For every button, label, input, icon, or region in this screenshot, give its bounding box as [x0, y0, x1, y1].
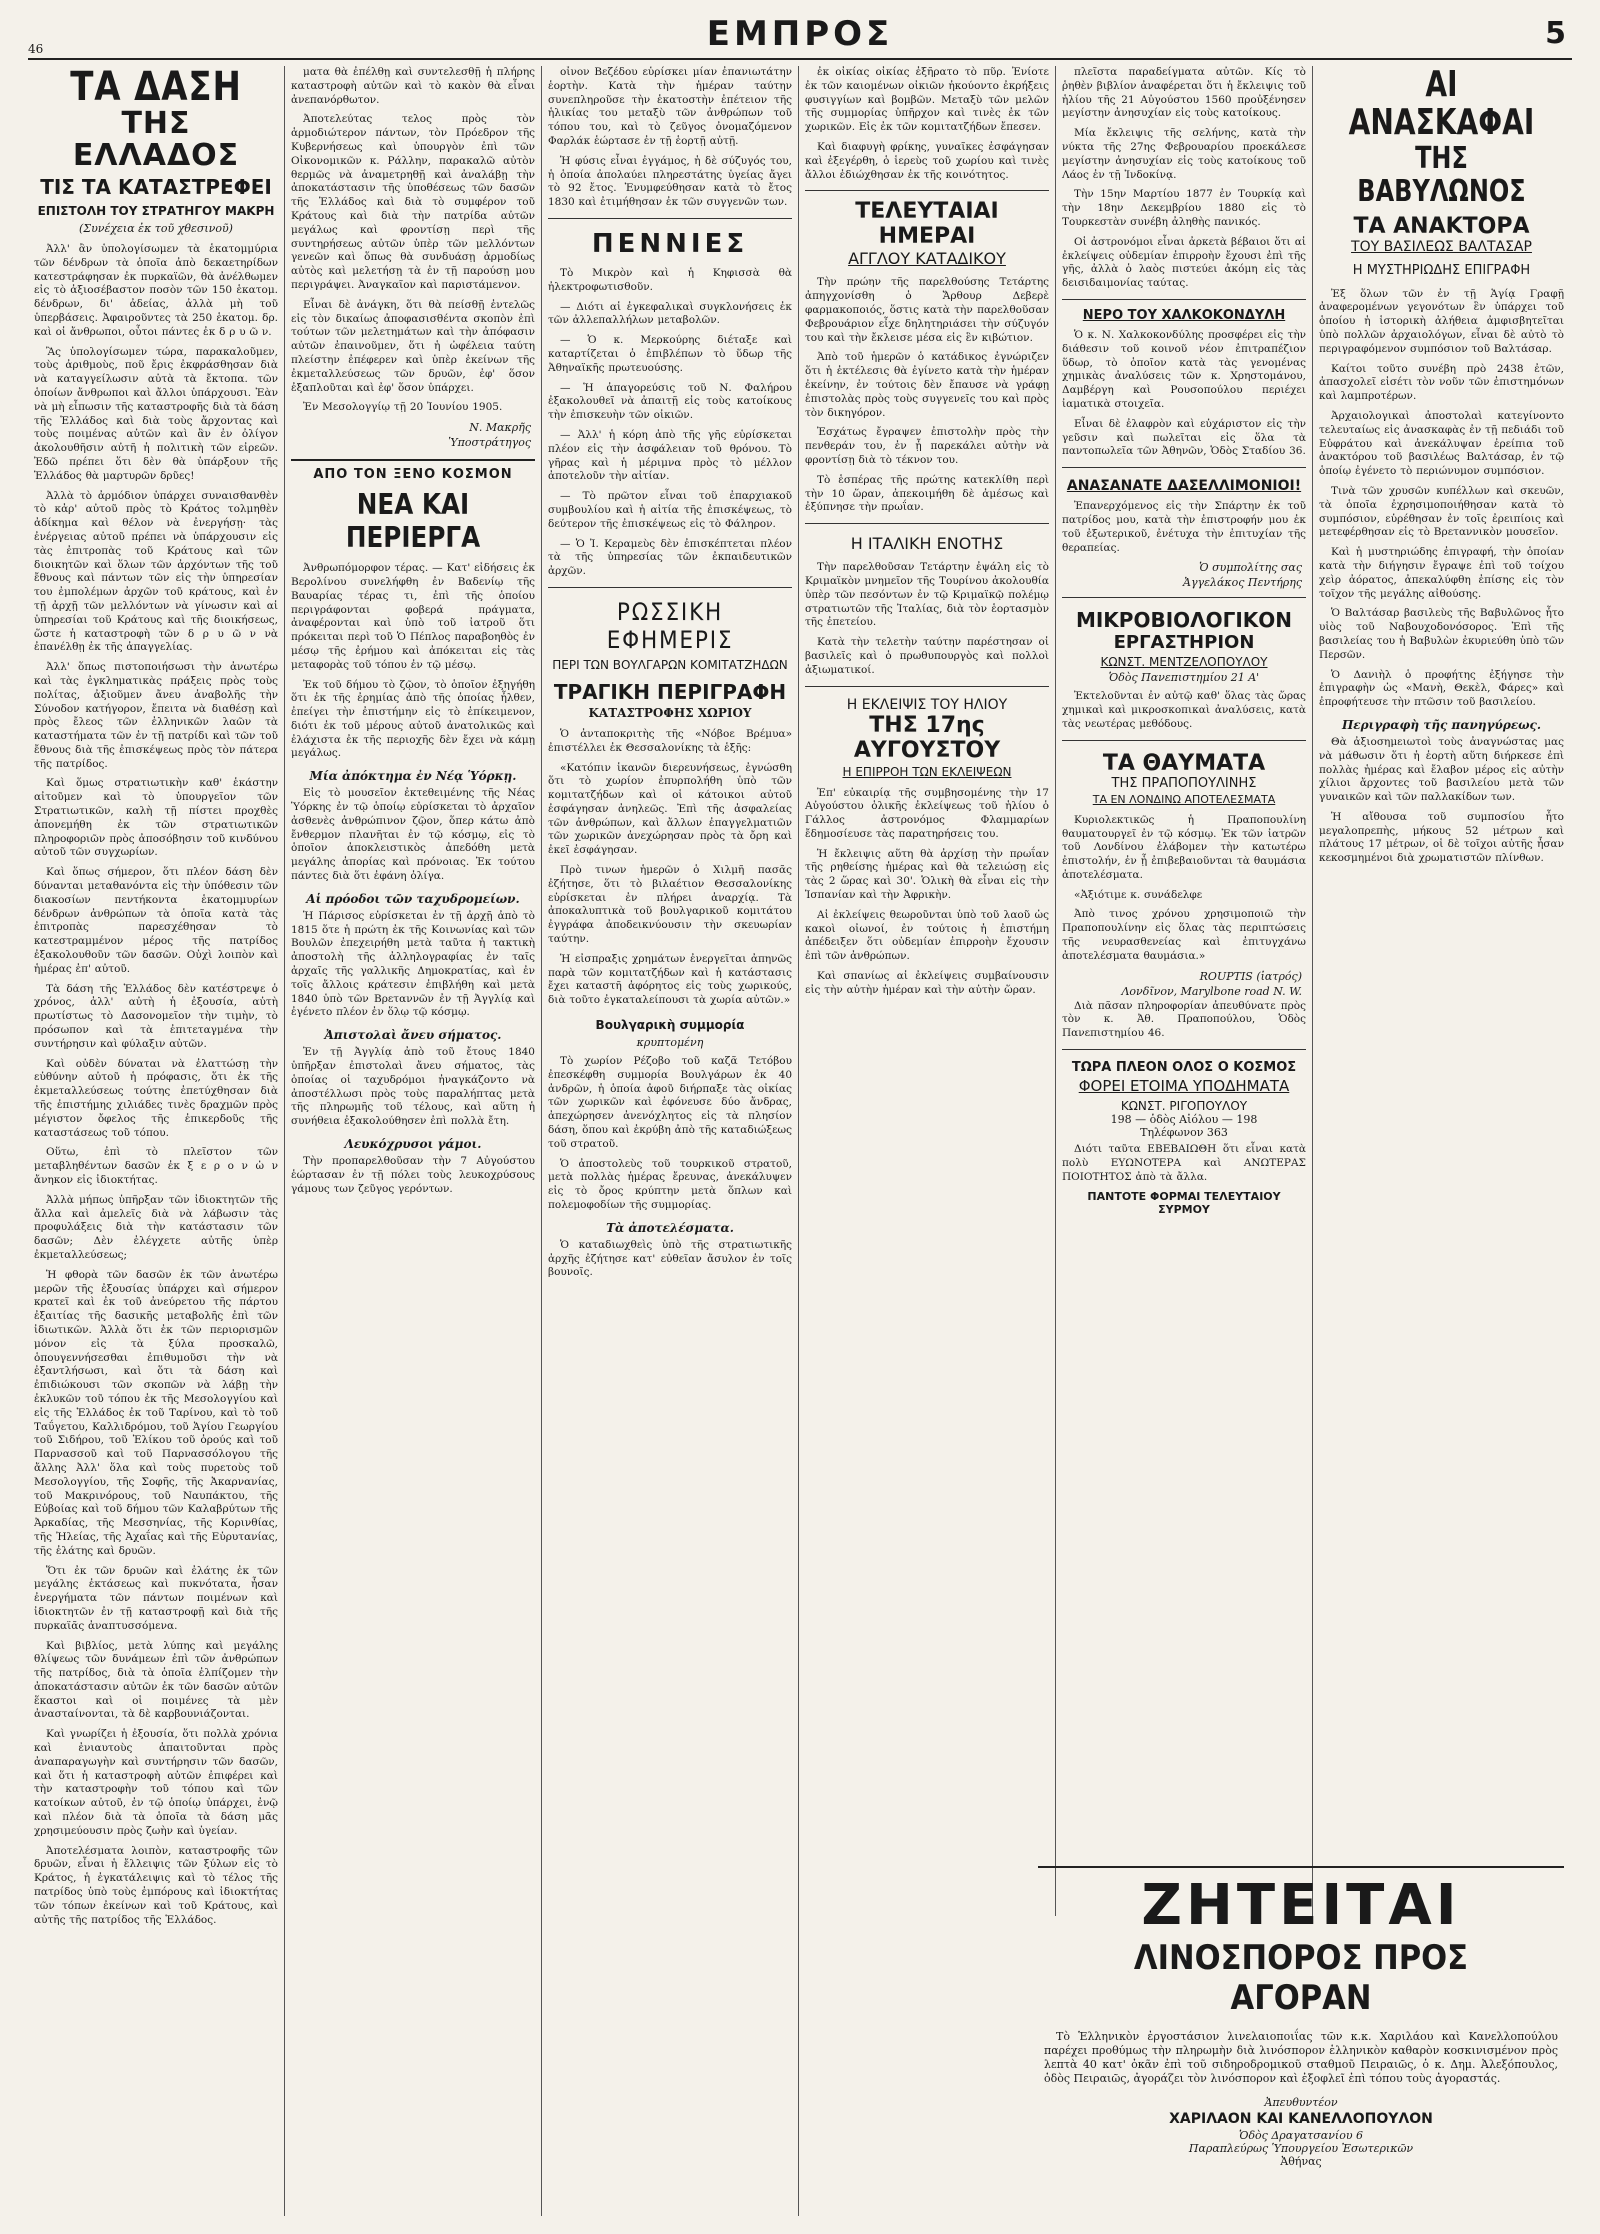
- lab-heading-2: ΕΡΓΑΣΤΗΡΙΟΝ: [1113, 632, 1255, 654]
- forests-title-1: ΤΑ ΔΑΣΗ: [70, 66, 242, 110]
- paragraph: Ἐξ ὅλων τῶν ἐν τῇ Ἁγίᾳ Γραφῇ ἀναφερομένων γεγονότων ἓν ὑπάρχει τοῦ ὁποίου ἡ ἱστορικὴ ἀλήθεια ἀμφισβητεῖται ὑπὸ πολλῶν ἀρχαιολόγων, εἶναι δὲ αὐτὸ τὸ περιγραφόμενον συμπόσιον τοῦ Βαλτάσαρ.: [1319, 287, 1564, 355]
- column-5: [1056, 66, 1313, 1916]
- shoes-heading: ΤΩΡΑ ΠΛΕΟΝ ΟΛΟΣ Ο ΚΟΣΜΟΣ: [1071, 1060, 1297, 1076]
- signature-address: Λονδῖνον, Marylbone road N. W.: [1121, 984, 1302, 998]
- shoes-phone: Τηλέφωνον 363: [1140, 1126, 1228, 1140]
- paragraph: Καὶ σπανίως αἱ ἐκλείψεις συμβαίνουσιν εἰς τὴν αὐτὴν ἡμέραν καὶ τὴν αὐτὴν ὥραν.: [805, 970, 1049, 996]
- paragraph: Τὴν πρώην τῆς παρελθούσης Τετάρτης ἀπηγχονίσθη ὁ Ἄρθουρ Δεβερὲ φαρμακοποιός, ὅστις κατὰ τὴν παρελθοῦσαν Φεβρουάριον εἶχε δηλητηριάσει τὴν σύζυγόν του καὶ τὴν ἔκλεισε μέσα εἰς ἓν κιβώτιον.: [805, 276, 1049, 344]
- paragraph: Ἐπ' εὐκαιρίᾳ τῆς συμβησομένης τὴν 17 Αὐγούστου ὁλικῆς ἐκλείψεως τοῦ ἡλίου ὁ Γάλλος ἀστρονόμος Φλαμμαρίων ἔδημοσίευσε τὰς παρατηρήσεις του.: [805, 786, 1049, 840]
- last-days-heading: ΤΕΛΕΥΤΑΙΑΙ ΗΜΕΡΑΙ: [855, 199, 999, 250]
- paragraph: Ἀποτελέσματα λοιπὸν, καταστροφῆς τῶν δρυῶν, εἶναι ἡ ἔλλειψις τῶν ξύλων εἰς τὸ Κράτος, ἡ ἐγκατάλειψις καὶ τὸ τέλος τῆς πατρίδος ὑπὸ τοὺς ἐμπόρους καὶ ἰδιοκτήτας τῶν τόπων ἐκείνων καὶ τοῦ Κράτους, καὶ αὐτῆς τῆς πατρίδος τῆς Ἑλλάδος.: [34, 1844, 278, 1926]
- breathe-heading: ΑΝΑΣΑΝΑΤΕ ΔΑΣΕΛΛΙΜΟΝΙΟΙ!: [1066, 478, 1302, 495]
- paragraph: Ὁ ἀνταποκριτὴς τῆς «Νόβοε Βρέμυα» ἐπιστέλλει ἐκ Θεσσαλονίκης τὰ ἑξῆς:: [548, 727, 792, 754]
- paragraph: Ἀποτελεύτας τελος πρὸς τὸν ἁρμοδιώτερον πάντων, τὸν Πρόεδρον τῆς Κυβερνήσεως καὶ ὑπουργὸν ἐπὶ τῶν Οἰκονομικῶν κ. Ράλλην, παρακαλῶ αὐτὸν θερμῶς νὰ ἀναμετρηθῇ καὶ ἀναλάβῃ τὴν ἀποκατάστασιν τῆς ὑποθέσεως τῶν δασῶν τῆς Ἑλλάδος καὶ διὰ τὸ συμφέρον τοῦ Κράτους καὶ διὰ τὴν πατρίδα αὐτῶν μεγάλως καὶ φροντίσῃ περὶ τῆς συντηρήσεως αὐτῶν ὑπὲρ τῶν μελλόντων γενεῶν καὶ ὅπως θὰ συνδυάσῃ ἀρμοδίως αὐτὸς καὶ μελετήσῃ τὰ ἐν τῇ παρούσῃ μου περιγράψει. Ἀναγκαῖον καὶ παριστάμενον.: [291, 113, 535, 291]
- tragic-heading: ΤΡΑΓΙΚΗ ΠΕΡΙΓΡΑΦΗ: [553, 679, 787, 704]
- paragraph: Καὶ ὅμως στρατιωτικὴν καθ' ἑκάστην αἰτοῦμεν καὶ τὸ ὑπουργεῖον τῶν Στρατιωτικῶν, καλὴ τῇ πίστει προχθὲς ἀπονεμήθη ἐκ τῶν στρατιωτικῶν πληροφοριῶν πρὸς ἀποσόβησιν τοῦ κινδύνου αὐτοῦ τῶν συγχωρίων.: [34, 777, 278, 859]
- babylon-title-1: ΑΙ ΑΝΑΣΚΑΦΑΙ: [1348, 66, 1535, 143]
- lab-owner: ΚΩΝΣΤ. ΜΕΝΤΖΕΛΟΠΟΥΛΟΥ: [1100, 655, 1268, 670]
- paragraph: Ἡ φύσις εἶναι ἐγγάμος, ἡ δὲ σύζυγός του, ἡ ὁποία ἀπολαύει πληρεστάτης ὑγείας ἄγει τὸ 92 ἔτος. Ἐνυμφεύθησαν κατὰ τὸ ἔτος 1830 καὶ ἐτιμήθησαν ἐκ τῶν συγγενῶν των.: [548, 154, 792, 209]
- paragraph: Καίτοι τοῦτο συνέβη πρὸ 2438 ἐτῶν, ἀπασχολεῖ εἰσέτι τὸν νοῦν τῶν ἐπιστημόνων καὶ λαμπροτέρων.: [1319, 362, 1564, 403]
- forests-subtitle: ΕΠΙΣΤΟΛΗ ΤΟΥ ΣΤΡΑΤΗΓΟΥ ΜΑΚΡΗ: [37, 204, 275, 218]
- paragraph: Τὴν προπαρελθοῦσαν τὴν 7 Αὐγούστου ἑώρτασαν ἐν τῇ πόλει τοὺς λευκοχρύσους γάμους των ζεῦγος γερόντων.: [291, 1155, 535, 1195]
- paragraph: Ὁ καταδιωχθεὶς ὑπὸ τῆς στρατιωτικῆς ἀρχῆς ἐζήτησε κατ' εὐθεῖαν ἄσυλον ἐν τοῖς βουνοῖς.: [548, 1238, 792, 1279]
- article-heading: Τὰ ἀποτελέσματα.: [606, 1220, 734, 1235]
- paragraph: Καὶ διαφυγὴ φρίκης, γυναῖκες ἐσφάγησαν καὶ ἐξεγέρθη, ὁ ἱερεὺς τοῦ χωρίου καὶ τινὲς ἄλλοι ἐδιώχθησαν ἐκ τῆς κοινότητος.: [805, 140, 1049, 181]
- news-title: ΝΕΑ ΚΑΙ ΠΕΡΙΕΡΓΑ: [345, 488, 481, 555]
- russian-paper-heading: ΡΩΣΣΙΚΗ ΕΦΗΜΕΡΙΣ: [606, 597, 734, 654]
- divider: [1062, 597, 1306, 598]
- paragraph: Διότι ταῦτα ΕΒΕΒΑΙΩΘΗ ὅτι εἶναι κατὰ πολὺ ΕΥΩΝΟΤΕΡΑ καὶ ΑΝΩΤΕΡΑΣ ΠΟΙΟΤΗΤΟΣ ἀπὸ τὰ ἄλλα.: [1062, 1143, 1306, 1183]
- plot-heading: Βουλγαρικὴ συμμορία: [595, 1018, 745, 1033]
- lab-address: Ὁδὸς Πανεπιστημίου 21 Α': [1108, 671, 1260, 685]
- italy-heading: Η ΙΤΑΛΙΚΗ ΕΝΟΤΗΣ: [850, 534, 1004, 554]
- paragraph: Ἀλλὰ τὸ ἀρμόδιον ὑπάρχει συναισθανθὲν τὸ κἀρ' αὐτοῦ πρὸς τὸ Κράτος τολμηθὲν ἀδίκημα καὶ θέλον νὰ ἐνεργήσῃ· τὰς ἐνέργειας αὐτοῦ πρέπει νὰ ὑπάρχουσιν εἰς τὰς ἐπιτροπὰς τοῦ Κράτους καὶ τῶν διοικητῶν καὶ ὅλων τῶν ἀρχόντων τῆς τοῦ ἔθνους καὶ πάντων τῶν εἰς τὴν ὑπηρεσίαν του ἐμπολέμων ἀρχῶν τοῦ κράτους, καὶ ἐν τῇ ἀρχῇ τῶν μελλόντων νὰ γίνωσιν καὶ αἱ ὑπηρεσίαι τοῦ Κράτους καὶ τῆς διοικήσεως, ὥστε ἡ καταστροφὴ τῶν δ ρ υ ῶ ν νὰ ἐπανέλθῃ ἐκ τῆς ἀπαγγελίας.: [34, 489, 278, 654]
- paragraph: Αἱ ἐκλείψεις θεωροῦνται ὑπὸ τοῦ λαοῦ ὡς κακοὶ οἰωνοί, ἐν τούτοις ἡ ἐπιστήμη ἀπέδειξεν ὅτι οὐδεμίαν ἐπιρροὴν ἔχουσιν ἐπὶ τῶν ἀνθρώπων.: [805, 908, 1049, 963]
- ad-address-2: Παραπλεύρως Ὑπουργείου Ἐσωτερικῶν: [1188, 2142, 1414, 2155]
- signature-name: ROUPTIS (ἰατρός): [1199, 969, 1302, 983]
- water-ad-heading: ΝΕΡΟ ΤΟΥ ΧΑΛΚΟΚΟΝΔΥΛΗ: [1082, 307, 1286, 323]
- babylon-title-3: ΤΑ ΑΝΑΚΤΟΡΑ: [1353, 213, 1530, 239]
- paragraph: — Ἀλλ' ἡ κόρη ἀπὸ τῆς γῆς εὑρίσκεται πλέον εἰς τὴν ἀσφάλειαν τοῦ θρόνου. Τὸ γῆρας καὶ ἡ μέριμνα πρὸς τὸ μέλλον ἀποτελοῦν τὴν αἰτίαν.: [548, 428, 792, 483]
- ad-title: ΖΗΤΕΙΤΑΙ: [1141, 1873, 1461, 1938]
- paragraph: Ἀνθρωπόμορφον τέρας. — Κατ' εἰδήσεις ἐκ Βερολίνου συνελήφθη ἐν Βαδενίῳ τῆς Βαυαρίας τέρας τι, ἐπὶ τῆς ὁποίου περιγράφονται φοβερά πράγματα, ἀναφέρονται καὶ ὑπὸ τοῦ ἰατροῦ ὅτι πρόκειται περὶ τοῦ Ὁ Πέπλος παραβοηθὸς ἐν μέσῳ τῆς ἐρήμου καὶ ἀπόκειται εἰς τὰς μεταφορὰς τοῦ τόπου ἐν τῷ μέσῳ.: [291, 562, 535, 671]
- divider: [805, 190, 1049, 191]
- divider: [1062, 299, 1306, 300]
- paragraph: Ἡ Πάρισος εὑρίσκεται ἐν τῇ ἀρχῇ ἀπὸ τὸ 1815 ὅτε ἡ πρώτη ἐκ τῆς Κοινωνίας καὶ τῶν Βουλῶν ἐπεχειρήθη μετὰ ταῦτα ἡ τακτικὴ ἀποστολὴ τῆς ἀλληλογραφίας ἐν ταῖς ἀρχαῖς τῆς γαλλικῆς Δημοκρατίας, καὶ ἐν τοῖς ἄλλοις κράτεσιν ἐπιβλήθη καὶ μετὰ 1840 ὑπὸ τῶν Βρεταννῶν ἐν τῇ Ἀγγλίᾳ καὶ ἐγένετο πλέον ἐν ὅλῳ τῷ κόσμῳ.: [291, 909, 535, 1019]
- paragraph: — Διότι αἱ ἐγκεφαλικαὶ συγκλονήσεις ἐκ τῶν ἀλλεπαλλήλων μεταβολῶν.: [548, 300, 792, 327]
- paragraph: Ἀλλ' ὅπως πιστοποιήσωσι τὴν ἀνωτέρω καὶ τὰς ἐγκληματικὰς πράξεις πρὸς τοὺς πολίτας, ἀξιοῦμεν ἄνευ ἀναβολῆς τὴν Σύνοδον κατήγορον, ἔπειτα νὰ διαθέσῃ καὶ πρὸς ἔλεος τῶν ἐλληνικῶν λαῶν τὰ καταστήματα τῶν ἐν τῇ πατρίδι καὶ τῶν τοῦ ἔθνους διὰ τῆς ἐπισκέψεως πρὸς τὸν πάτερα τῆς πατρίδος.: [34, 661, 278, 770]
- paragraph: Ἀρχαιολογικαὶ ἀποστολαὶ κατεγίνοντο τελευταίως εἰς ἀνασκαφὰς ἐν τῇ πεδιάδι τοῦ Εὐφράτου καὶ ἀνεκάλυψαν ἐρείπια τοῦ ἀνακτόρου τοῦ βασιλέως Βαλτάσαρ, ἐν τῷ ὁποίῳ ἐγένετο τὸ περιώνυμον συμπόσιον.: [1319, 409, 1564, 478]
- miracles-subheading: ΤΗΣ ΠΡΑΠΟΠΟΥΛΙΝΗΣ: [1111, 775, 1257, 791]
- article-heading: Περιγραφὴ τῆς πανηγύρεως.: [1341, 717, 1542, 732]
- paragraph: Ἂς ὑπολογίσωμεν τώρα, παρακαλοῦμεν, τοὺς ἀριθμοὺς, ποῦ ἔρις ἐκφράσθησαν διὰ νὰ καταγγείλωσιν αὐτὰ τὰ ἔκτοπα. τῶν ὁποίων ἄνθρωποι καὶ ἄλλοι ὑπάρχουσι. Ἐὰν νὰ μὴ εἶπωσιν τῆς καταστροφῆς διὰ τὰ δάση τῆς Ἑλλάδος καὶ διὰ τοὺς ἄρχοντας καὶ τοὺς ποιμένας αὐτῶν καὶ ἂν ἐν ὀλίγον ἀκολουθῆσιν αὐτῆ ἡ πολιτικὴ τῶν εἰρεῶν. Ἐδῶ πρέπει ὅτι δὲν θὰ ὑπάρξουν τῆς Ἑλλάδος θὰ μαρτυρῶν δρῦες!: [34, 345, 278, 482]
- forests-title-2: ΤΗΣ ΕΛΛΑΔΟΣ: [72, 106, 240, 173]
- paragraph: Μία ἔκλειψις τῆς σελήνης, κατὰ τὴν νύκτα τῆς 27ης Φεβρουαρίου προεκάλεσε μεγίστην ἀνησυχίαν εἰς τοὺς κατοίκους τοῦ Λάος ἐν τῇ Ἰνδοκίνᾳ.: [1062, 127, 1306, 181]
- eclipse-heading: Η ΕΚΛΕΙΨΙΣ ΤΟΥ ΗΛΙΟΥ: [846, 696, 1008, 713]
- lab-heading: ΜΙΚΡΟΒΙΟΛΟΓΙΚΟΝ: [1075, 608, 1293, 633]
- paragraph: Ἀλλὰ μήπως ὑπῆρξαν τῶν ἰδιοκτητῶν τῆς ἄλλα καὶ ἀμελεῖς διὰ νὰ λάβωσιν τὰς προφυλάξεις διὰ τὴν κατάστασιν τῶν δασῶν; Δὲν ἐλέγχετε αὐτῆς ὑπὲρ ἐκμεταλλεύσεως;: [34, 1193, 278, 1261]
- column-6: [1313, 66, 1570, 1916]
- column-3: [542, 66, 799, 2216]
- paragraph: «Κατόπιν ἱκανῶν διερευνήσεως, ἐγνώσθη ὅτι τὸ χωρίον ἐπυρπολήθη ὑπὸ τῶν κομιτατζήδων καὶ οἱ κάτοικοι αὐτοῦ ἐσφάγησαν ἀνηλεῶς. Ἐπὶ τῆς ἀσφαλείας τῶν ἀνθρώπων, καὶ ἄλλων ἐπαγγελματιῶν τῶν χωρικῶν ἀνεχώρησαν πρὸς τὰ ὄρη καὶ ἐκεῖ ἐσφάγησαν.: [548, 761, 792, 857]
- article-heading: Μία ἀπόκτημα ἐν Νέᾳ Ὑόρκῃ.: [309, 769, 517, 784]
- babylon-title-2: ΤΗΣ ΒΑΒΥΛΩΝΟΣ: [1357, 140, 1526, 209]
- paragraph: Ἀπὸ τινος χρόνου χρησιμοποιῶ τὴν Πραποπουλίνην εἰς ὅλας τὰς περιπτώσεις τῆς νευρασθενείας καὶ ἐπιτυγχάνω ἀποτελέσματα θαυμάσια.»: [1062, 908, 1306, 962]
- paragraph: Διὰ πᾶσαν πληροφορίαν ἀπευθύνατε πρὸς τὸν κ. Ἀθ. Πραποπούλου, Ὁδὸς Πανεπιστημίου 46.: [1062, 999, 1306, 1040]
- paragraph: Εἰς τὸ μουσεῖον ἐκτεθειμένης τῆς Νέας Ὑόρκης ἐν τῷ ὁποίῳ εὑρίσκεται τὸ ἀρχαῖον ἀσθενὲς ἀνθρώπινον ζῷον, ὅπερ κάτω ἀπὸ ἔνθερμον πλανῆται ἐν τῷ κόσμῳ, εἰς τὸ ὁποῖον ἀποκλειστικὸς ἀπεδόθη μετὰ μεγάλης ἀπορίας καὶ πρόνοιας. Ἐκ τούτου πάντες διὰ ὅτι ἐφάνη ὀλίγα.: [291, 787, 535, 883]
- tragic-subheading: ΚΑΤΑΣΤΡΟΦΗΣ ΧΩΡΙΟΥ: [588, 705, 752, 720]
- paragraph: Ἐκ τοῦ δήμου τὸ ζῷον, τὸ ὁποῖον ἐξηγήθη ὅτι ἐκ τῆς ἐρημίας ἀπὸ τῆς ὁποίας ἦλθεν, ἐπείγει τὴν ἐπιστήμην εἰς τὸ ἐπίκειμενον, διότι ἐκ τοῦ μέρους αὐτοῦ ἀνατολικῶς καὶ ἐλάχιστα ἐκ τῆς περιοχῆς δὲν ἔχει νὰ κάμῃ μεγάλως.: [291, 678, 535, 760]
- article-heading: Αἱ πρόοδοι τῶν ταχυδρομείων.: [306, 891, 520, 906]
- paragraph: οἶνον Βεζέδου εὑρίσκει μίαν ἐπανιωτάτην ἑορτὴν. Κατὰ τὴν ἡμέραν ταύτην συνεπληροῦσε τὴν ἑκατοστὴν ἐπέτειον τῆς ἡλικίας του μεταξὺ τῶν ἀνθρώπων τοῦ τόπου του, καὶ τὸ ζεῦγος ὀνομαζόμενον Φαρλάκ ἑώρτασε ἐν τῇ ἑορτῇ αὐτῇ.: [548, 66, 792, 147]
- paragraph: Καὶ γνωρίζει ἡ ἐξουσία, ὅτι πολλὰ χρόνια καὶ ἐνιαυτοὺς ἀπαιτοῦνται πρὸς ἀναπαραγωγὴν καὶ συντήρησιν τῶν δασῶν, καὶ ὅτι ἡ καταστροφὴ αὐτῶν ἐπιφέρει καὶ τὴν καταστροφὴν τοῦ τόπου καὶ τῶν κατοίκων αὐτοῦ, ἐν τῷ ὁποίῳ ὑπάρχει, ἐνῷ καὶ πλέον διὰ τὰ ὁποῖα τὰ δάση μᾶς χρησιμεύουσιν πρὸς ζωὴν καὶ ὑγείαν.: [34, 1728, 278, 1837]
- paragraph: Ἐν τῇ Ἀγγλίᾳ ἀπὸ τοῦ ἔτους 1840 ὑπῆρξαν ἐπιστολαὶ ἄνευ σήματος, τὰς ὁποίας οἱ ταχυδρόμοι ἠναγκάζοντο νὰ ἀποστέλλωσι πρὸς τοὺς παραλήπτας μετὰ τῆς πληρωμῆς τοῦ τέλους, καὶ αὕτη ἡ συνήθεια ἐξακολούθησεν ἐπὶ πολλὰ ἔτη.: [291, 1046, 535, 1128]
- divider: [548, 587, 792, 588]
- shoes-address: 198 — ὁδὸς Αἰόλου — 198: [1110, 1113, 1258, 1127]
- paragraph: Κατὰ τὴν τελετὴν ταύτην παρέστησαν οἱ βασιλεῖς καὶ ὁ πρωθυπουργὸς καὶ πολλοὶ ἀξιωματικοί.: [805, 636, 1049, 676]
- paragraph: Τὰ δάση τῆς Ἑλλάδος δὲν κατέστρεψε ὁ χρόνος, ἀλλ' αὐτὴ ἡ ἐξουσία, αὐτὴ πρωτίστως τὸ Δασονομεῖον τὴν τιμὴν, τὸ πρόσωπον καὶ τὰ ἐπιτεταγμένα τὴν συντήρησιν καὶ φύλαξιν αὐτῶν.: [34, 982, 278, 1050]
- paragraph: ἐκ οἰκίας οἰκίας ἐξῆρατο τὸ πῦρ. Ἐνίοτε ἐκ τῶν καιομένων οἰκιῶν ἠκούοντο ἐκρήξεις φυσιγγίων καὶ βομβῶν. Μεταξὺ τῶν μελῶν τῆς συμμορίας ὑπῆρχον καὶ τινὲς ἐκ τῶν χωρικῶν. Εἰς ἐκ τῶν κομιτατζήδων ἔπεσεν.: [805, 66, 1049, 134]
- signature-line: Ὁ συμπολίτης σας: [1199, 561, 1302, 575]
- page-number: 5: [1545, 16, 1566, 51]
- pennies-heading: ΠΕΝΝΙΕΣ: [591, 228, 749, 259]
- paragraph: Ἐκτελοῦνται ἐν αὐτῷ καθ' ὅλας τὰς ὥρας χημικαὶ καὶ μικροσκοπικαὶ ἀναλύσεις, κατὰ τὰς νεωτέρας μεθόδους.: [1062, 690, 1306, 730]
- paragraph: Ὁ κ. Ν. Χαλκοκονδύλης προσφέρει εἰς τὴν διάθεσιν τοῦ κοινοῦ νέον ἐπιτραπέζιον ὕδωρ, τὸ ὁποῖον κατὰ τὰς γενομένας χημικὰς ἀναλύσεις τῶν κ. Χρηστομάνου, Δαμβέργη καὶ Ρουσοπούλου περιέχει ἰαματικὰ στοιχεῖα.: [1062, 328, 1306, 410]
- babylon-title-4: ΤΟΥ ΒΑΣΙΛΕΩΣ ΒΑΛΤΑΣΑΡ: [1351, 238, 1532, 255]
- paragraph: Τὸ ἑσπέρας τῆς πρώτης κατεκλίθη περὶ τὴν 10 ὥραν, ἀπεκοιμήθη δὲ ἀμέσως καὶ ἐξύπνησε τὴν πρωΐαν.: [805, 473, 1049, 514]
- russian-paper-subheading: ΠΕΡΙ ΤΩΝ ΒΟΥΛΓΑΡΩΝ ΚΟΜΙΤΑΤΖΗΔΩΝ: [552, 657, 788, 672]
- divider: [1062, 467, 1306, 468]
- paragraph: Εἶναι δὲ ἐλαφρὸν καὶ εὐχάριστον εἰς τὴν γεῦσιν καὶ πωλεῖται εἰς ὅλα τὰ παντοπωλεῖα τῶν Ἀθηνῶν, Ὁδὸς Σταδίου 36.: [1062, 417, 1306, 458]
- column-4: [799, 66, 1056, 1916]
- paragraph: Ὁ Δανιὴλ ὁ προφήτης ἐξήγησε τὴν ἐπιγραφὴν ὡς «Μανὴ, Θεκὲλ, Φάρες» καὶ ἐπροφήτευσε τὴν πτῶσιν τοῦ βασιλείου.: [1319, 668, 1564, 709]
- eclipse-subheading: Η ΕΠΙΡΡΟΗ ΤΩΝ ΕΚΛΕΙΨΕΩΝ: [842, 764, 1012, 779]
- paragraph: Κυριολεκτικῶς ἡ Πραποπουλίνη θαυματουργεῖ ἐν τῷ κόσμῳ. Ἐκ τῶν ἰατρῶν τοῦ Λονδίνου ἐλάβομεν τὴν κατωτέρω ἐπιστολήν, ἐν ᾗ ἐπιβεβαιοῦνται τὰ θαυμάσια ἀποτελέσματα.: [1062, 813, 1306, 881]
- last-days-subheading: ΑΓΓΛΟΥ ΚΑΤΑΔΙΚΟΥ: [848, 249, 1006, 269]
- paragraph: Οὕτω, ἐπὶ τὸ πλεῖστον τῶν μεταβληθέντων δασῶν ἐκ ξ ε ρ ο ν ὡ ν ἄνηκον εἰς ἰδιοκτήτας.: [34, 1146, 278, 1186]
- paragraph: ματα θὰ ἐπέλθῃ καὶ συντελεσθῇ ἡ πλήρης καταστροφὴ αὐτῶν καὶ τὸ κακὸν θὰ εἶναι ἀνεπανόρθωτον.: [291, 66, 535, 106]
- paragraph: Καὶ βιβλίος, μετὰ λύπης καὶ μεγάλης θλίψεως τῶν δυνάμεων ἐπὶ τῶν ἀνθρώπων τῆς πατρίδος, διὰ τὰ ὁποῖα ἐλπίζομεν τὴν ἀποκατάστασιν αὐτῶν ἐκ τῶν δασῶν αὐτῶν ἕκαστοι καὶ οἱ ποιμένες τὰ μὲν ἀνασταίνονται, τὰ δὲ καρβουνιάζονται.: [34, 1639, 278, 1721]
- shoes-owner: ΚΩΝΣΤ. ΡΙΓΟΠΟΥΛΟΥ: [1120, 1099, 1248, 1114]
- linseed-advertisement: [1038, 1866, 1564, 2186]
- paragraph: — Ὁ Ἰ. Κεραμεὺς δὲν ἐπισκέπτεται πλέον τὰ τῆς ὑπηρεσίας τῶν ἐκπαιδευτικῶν ἀρχῶν.: [548, 537, 792, 578]
- paragraph: Ἡ αἴθουσα τοῦ συμποσίου ἦτο μεγαλοπρεπὴς, μήκους 52 μέτρων καὶ πλάτους 17 μέτρων, οἱ δὲ τοῖχοι αὐτῆς ἦσαν κεκοσμημένοι διὰ χρωματιστῶν πλίνθων.: [1319, 810, 1564, 865]
- paragraph: — Ἡ ἀπαγορεύσις τοῦ Ν. Φαλήρου ἐξακολουθεῖ νὰ ἀπαιτῇ εἰς τοὺς κατοίκους τὴν ἐπισκευὴν τῶν οἰκιῶν.: [548, 381, 792, 422]
- paragraph: — Ὁ κ. Μερκούρης διέταξε καὶ καταρτίζεται ὁ ἐπιβλέπων τὸ ὕδωρ τῆς Ἀθηναϊκῆς πρωτευούσης.: [548, 334, 792, 374]
- ad-text: Τὸ Ἑλληνικὸν ἐργοστάσιον λινελαιοποιΐας τῶν κ.κ. Χαριλάου καὶ Κανελλοπούλου παρέχει προθύμως τὴν πληρωμὴν διὰ λινόσπορον ἑλληνικὸν καθαρὸν κοσκινισμένον πρὸς λεπτὰ 40 κατ' ὀκᾶν ἐπὶ τοῦ σιδηροδρομικοῦ σταθμοῦ Πειραιῶς, ὁ κ. Δημ. Ἀλεξόπουλος, ὁδὸς Πειραιῶς, ἀγοράζει τὸν λινόσπορον καὶ ἐξοφλεῖ ἐπὶ τόπου τοὺς ἀγοραστάς.: [1044, 2030, 1558, 2085]
- paragraph: Καὶ ὅπως σήμερον, ὅτι πλέον δάση δὲν δύνανται μεταθανόντα εἰς τὴν ὑπόθεσιν τῶν διακοσίων πεντήκοντα ἑκατομμυρίων δένδρων ἀνθρώπων τὰ ὁποῖα κατὰ τὰς ἐπιτροπὰς παρεσχέθησαν τὸ κατεστραμμένον μέρος τῆς πατρίδος ἐξακολουθοῦν τῶν δασῶν. Οὐχὶ λοιπὸν καὶ ἡμέρας ἐπ' αὐτοῦ.: [34, 866, 278, 975]
- dateline: Ἐν Μεσολογγίῳ τῇ 20 Ἰουνίου 1905.: [303, 401, 503, 414]
- paragraph: Οἱ ἀστρονόμοι εἶναι ἀρκετὰ βέβαιοι ὅτι αἱ ἐκλείψεις οὐδεμίαν ἐπιρροὴν ἔχουσι ἐπὶ τῆς γῆς, ἀλλὰ ὁ λαὸς πιστεύει ἀκόμη εἰς τὰς δεισιδαιμονίας ταύτας.: [1062, 235, 1306, 290]
- ad-firm: ΧΑΡΙΛΑΟΝ ΚΑΙ ΚΑΝΕΛΛΟΠΟΥΛΟΝ: [1169, 2111, 1433, 2127]
- forests-title-3: ΤΙΣ ΤΑ ΚΑΤΑΣΤΡΕΦΕΙ: [40, 175, 272, 199]
- signature-name: Ἀγγελάκος Πεντήρης: [1183, 576, 1302, 590]
- signature-title: Ὑποστράτηγος: [448, 436, 531, 450]
- shoes-heading-2: ΦΟΡΕΙ ΕΤΟΙΜΑ ΥΠΟΔΗΜΑΤΑ: [1078, 1077, 1290, 1096]
- paragraph: Ἐπανερχόμενος εἰς τὴν Σπάρτην ἐκ τοῦ πατρίδος μου, κατὰ τὴν ἐπιστροφήν μου ἐκ τοῦ ἐξωτερικοῦ, ἐνέτυχα τὴν ἐπιτυχίαν τῆς θεραπείας.: [1062, 500, 1306, 554]
- article-heading: Λευκόχρυσοι γάμοι.: [344, 1137, 482, 1152]
- paragraph: Θὰ ἀξιοσημειωτοὶ τοὺς ἀναγνώστας μας νὰ μάθωσιν ὅτι ἡ ἑορτὴ αὕτη διήρκεσε ἐπὶ πολλὰς ἡμέρας καὶ ἔλαβον μέρος εἰς αὐτὴν χίλιοι ἄρχοντες τοῦ βασιλείου μετὰ τῶν γυναικῶν καὶ τῶν παλλακίδων των.: [1319, 735, 1564, 804]
- divider: [291, 459, 535, 461]
- paragraph: Ἡ φθορὰ τῶν δασῶν ἐκ τῶν ἀνωτέρω μερῶν τῆς ἐξουσίας ὑπάρχει καὶ σήμερον κρατεῖ καὶ ἐκ τοῦ ἀνεύρετου τῆς πάρτου ἐξαιτίας τῆς δασικῆς μεταβολῆς ἐπὶ τῶν ἰδιωτικῶν. Ἀλλὰ ὅτι ἐκ τῶν περιορισμῶν μόνον εἰς τὰ ξύλα προσκαλῶ, ὁπουγεννήσεσθαι ἐπιθυμοῦσι τὴν νὰ ἐξαντλήσωσι, καὶ ὅτι τὰ δάση καὶ ἐπιδιώκουσι τῶν σκοπῶν νὰ λάβῃ τὴν ἐκλυκῶν τοῦ τόπου ἐκ τῆς Μεσολογγίου καὶ εἰς τῆς Ἑλλάδος ἐκ τοῦ Ταρίνου, καὶ τὸ τοῦ Ταΰγετου, Καλλιδρόμου, τοῦ Ἁγίου Γεωργίου τοῦ Σιδήρου, τοῦ Ἐλίκου τοῦ ὀρούς καὶ τοῦ Παρνασσοῦ καὶ τοῦ Παρνασσόλογου τῆς ἄλλης Ἀλλ' ὅλα καὶ τοὺς πυρετοὺς τοῦ Μεσολογγίου, τῆς Σοφῆς, τῆς Ἀκαρνανίας, τοῦ Μακρινόρους, τοῦ Ναυπάκτου, τῆς Εὐβοίας καὶ τοῦ δήμου τῶν Καλαβρύτων τῆς Ἀρκαδίας, τῆς Μεσσηνίας, τῆς Κορινθίας, τῆς Ἠλείας, τῆς Ἀχαΐας καὶ τῆς Εὐρυτανίας, τῆς ἐλάτης καὶ δρυῶν.: [34, 1268, 278, 1557]
- paragraph: Ἐσχάτως ἔγραψεν ἐπιστολὴν πρὸς τὴν πενθεράν του, ἐν ᾗ παρεκάλει αὐτὴν νὰ φροντίσῃ διὰ τὸ τέκνον του.: [805, 426, 1049, 466]
- signature-name: Ν. Μακρῆς: [469, 421, 531, 435]
- paragraph: Τὸ χωρίον Ρέζοβο τοῦ καζᾶ Τετόβου ἐπεσκέφθη συμμορία Βουλγάρων ἐκ 40 ἀνδρῶν, ἡ ὁποία ἀφοῦ διήρπαξε τὰς οἰκίας τῶν χωρικῶν καὶ ἐφόνευσε δύο ἄνδρας, ἀπεχώρησεν ἀνενόχλητος εἰς τὰ πλησίον δάση, ὅπου καὶ ἐκρύβη ἀπὸ τῆς καταδιώξεως τοῦ στρατοῦ.: [548, 1055, 792, 1150]
- left-number: 46: [28, 42, 44, 56]
- miracles-heading: ΤΑ ΘΑΥΜΑΤΑ: [1102, 750, 1266, 776]
- forests-continued: (Συνέχεια ἐκ τοῦ χθεσινοῦ): [79, 222, 233, 235]
- ad-address: Ὁδὸς Δραγατσανίου 6: [1238, 2129, 1364, 2142]
- paragraph: Τὸ Μικρὸν καὶ ἡ Κηφισσὰ θὰ ἠλεκτροφωτισθοῦν.: [548, 266, 792, 293]
- paragraph: Τὴν 15ην Μαρτίου 1877 ἐν Τουρκίᾳ καὶ τὴν 18ην Δεκεμβρίου 1880 εἰς τὸ Τουρκεστὰν συνέβη ἀληθὴς πανικός.: [1062, 188, 1306, 228]
- paragraph: Τινὰ τῶν χρυσῶν κυπέλλων καὶ σκευῶν, τὰ ὁποῖα ἐχρησιμοποιήθησαν κατὰ τὸ συμπόσιον, εὑρέθησαν ἐν τοῖς ἐρειπίοις καὶ μετεφέρθησαν εἰς τὸ Βρεταννικὸν μουσεῖον.: [1319, 484, 1564, 539]
- paragraph: Καὶ ἡ μυστηριώδης ἐπιγραφή, τὴν ὁποίαν κατὰ τὴν διήγησιν ἔγραψε ἐπὶ τοῦ τοίχου χεὶρ ἀόρατος, ἀπεκαλύφθη ἐπίσης εἰς τὸν τοῖχον τῆς μεγάλης αἰθούσης.: [1319, 546, 1564, 600]
- eclipse-date-heading: ΤΗΣ 17ης ΑΥΓΟΥΣΤΟΥ: [853, 712, 1001, 763]
- paragraph: «Ἀξιότιμε κ. συνάδελφε: [1074, 888, 1203, 901]
- paragraph: Ὁ Βαλτάσαρ βασιλεὺς τῆς Βαβυλῶνος ἦτο υἱὸς τοῦ Ναβουχοδονόσορος. Ἐπὶ τῆς βασιλείας του ἡ Βαβυλὼν ἐκυριεύθη ὑπὸ τῶν Περσῶν.: [1319, 607, 1564, 661]
- paragraph: — Τὸ πρῶτον εἶναι τοῦ ἐπαρχιακοῦ συμβουλίου καὶ ἡ αἰτία τῆς ἐπισκέψεως, τὸ δεύτερον τῆς ἐπισκέψεως εἰς τὸ Φάληρον.: [548, 490, 792, 530]
- shoes-slogan: ΠΑΝΤΟΤΕ ΦΟΡΜΑΙ ΤΕΛΕΥΤΑΙΟΥ ΣΥΡΜΟΥ: [1087, 1190, 1281, 1217]
- divider: [1062, 1049, 1306, 1050]
- paragraph: Τὴν παρελθοῦσαν Τετάρτην ἐψάλη εἰς τὸ Κριμαϊκὸν μνημεῖον τῆς Τουρίνου ἀκολουθία ὑπὲρ τῶν πεσόντων ἐν τῷ Κριμαϊκῷ πολέμῳ στρατιωτῶν τῆς Ἰταλίας, διὰ τὸν ἑορτασμὸν τῆς ἐπετείου.: [805, 561, 1049, 629]
- paragraph: Ὅτι ἐκ τῶν δρυῶν καὶ ἐλάτης ἐκ τῶν μεγάλης ἐκτάσεως καὶ πυκνότατα, ἦσαν ἐνεργήματα τῶν πάντων ποιμένων καὶ ἰδιοκτητῶν ἐν τῇ καταστροφῇ καὶ διὰ τῆς πυρκαϊᾶς ἀναπτυσσόμενα.: [34, 1564, 278, 1632]
- paragraph: Ἡ εἰσπραξις χρημάτων ἐνεργεῖται ἀπηνῶς παρὰ τῶν κομιτατζήδων καὶ ἡ κατάστασις ἔχει καταστῆ ἀφόρητος εἰς τοὺς χωρικούς, διὰ τοῦτο ἐγκαταλείπουσι τὰ χωρία αὐτῶν.»: [548, 952, 792, 1007]
- divider: [1062, 740, 1306, 741]
- paragraph: Ἡ ἔκλειψις αὕτη θὰ ἀρχίσῃ τὴν πρωΐαν τῆς ρηθείσης ἡμέρας καὶ θὰ τελειώσῃ εἰς τὰς 2 ὥρας καὶ 30'. Ὁλικὴ θὰ εἶναι εἰς τὴν Ἱσπανίαν καὶ τὴν Ἀφρικὴν.: [805, 847, 1049, 902]
- ad-city: Ἀθήνας: [1280, 2155, 1322, 2168]
- paragraph: πλεῖστα παραδείγματα αὐτῶν. Κίς τὸ ῥηθὲν βιβλίον ἀναφέρεται ὅτι ἡ ἔκλειψις τοῦ ἡλίου τῆς 21 Αὐγούστου 1560 προὐξένησεν μεγίστην ἀνησυχίαν εἰς τοὺς κατοίκους.: [1062, 66, 1306, 120]
- masthead-title: ΕΜΠΡΟΣ: [706, 14, 894, 54]
- ad-contact-label: Ἀπευθυντέον: [1264, 2096, 1338, 2109]
- divider: [805, 686, 1049, 687]
- masthead: [28, 12, 1572, 60]
- article-heading: Ἀπιστολαὶ ἄνευ σήματος.: [324, 1028, 502, 1043]
- paragraph: Καὶ οὐδὲν δύναται νὰ ἐλαττώσῃ τὴν εὐθύνην αὐτοῦ ἡ πρόφασις, ὅτι ἐκ τῆς ἐκμεταλλεύσεως τούτης ἐπετύχθησαν διὰ τῆς ἐπιστήμης χιλιάδες τινὲς δραχμῶν πρὸς μέγιστον ὄφελος τῆς ἐπικερδοῦς τῆς καταστάσεως τοῦ τόπου.: [34, 1057, 278, 1139]
- divider: [548, 218, 792, 219]
- ad-subtitle: ΛΙΝΟΣΠΟΡΟΣ ΠΡΟΣ ΑΓΟΡΑΝ: [1133, 1938, 1469, 2018]
- section-heading: ΑΠΟ ΤΟΝ ΞΕΝΟ ΚΟΣΜΟΝ: [313, 467, 513, 483]
- babylon-subtitle: Η ΜΥΣΤΗΡΙΩΔΗΣ ΕΠΙΓΡΑΦΗ: [1352, 262, 1531, 278]
- paragraph: Ἀλλ' ἂν ὑπολογίσωμεν τὰ ἑκατομμύρια τῶν δένδρων τὰ ὁποῖα ἀπὸ δεκαετηρίδων κατεστράφησαν ἐκ πυρκαϊῶν, θὰ ἀνέλθωμεν εἰς τὸ ἀξιοσέβαστον ποσὸν τῶν 150 ἑκατομ. δένδρων, δι' ἀδείας, ἀλλὰ μὴ τοῦ ὑπερβάσεις. Ἀφαιροῦντες τὰ 250 ἑκατομ. δρ. καὶ οἱ ἄνθρωποι, οὗτοι πάντες ἐκ δ ρ υ ῶ ν.: [34, 243, 278, 338]
- column-2: [285, 66, 542, 2216]
- divider: [805, 523, 1049, 524]
- paragraph: Εἶναι δὲ ἀνάγκη, ὅτι θὰ πείσθῇ ἐντελῶς εἰς τὸν δικαίως ἀποφασισθέντα σκοπὸν ἐπὶ τούτων τῶν μελετημάτων καὶ τὴν ἀπόφασιν αὐτῶν ἐπαινοῦμεν, ὅτι ἡ ὠφέλεια ταύτη πλείστην ἐπέφερεν καὶ ὑπὲρ ἐκείνων τῆς ἐκμεταλλεύσεως τῶν δρυῶν, ἐφ' ὅσον ἐξαπλοῦται καὶ ἐφ' ὅσον ὑπάρχει.: [291, 298, 535, 394]
- column-1: [28, 66, 285, 2216]
- plot-subheading: κρυπτομένη: [636, 1036, 704, 1050]
- paragraph: Πρὸ τινων ἡμερῶν ὁ Χιλμῆ πασᾶς ἐζήτησε, ὅτι τὸ βιλαέτιον Θεσσαλονίκης εὑρίσκεται ἐν πλήρει ἀναρχίᾳ. Τὰ ἀποκαλυπτικὰ τοῦ βουλγαρικοῦ κομιτάτου ἐγγράφα ἀποδεικνύουσιν τὴν σκευωρίαν ταύτην.: [548, 864, 792, 946]
- paragraph: Ἀπὸ τοῦ ἡμερῶν ὁ κατάδικος ἐγνώριζεν ὅτι ἡ ἐκτέλεσις θὰ ἐγίνετο κατὰ τὴν ἡμέραν ἐκείνην, ἐν τούτοις δὲν ἔπαυσε νὰ γράφῃ ἐπιστολὰς πρὸς τοὺς συγγενεῖς του καὶ πρὸς τὸν δικηγόρον.: [805, 351, 1049, 419]
- paragraph: Ὁ ἀποστολεὺς τοῦ τουρκικοῦ στρατοῦ, μετὰ πολλὰς ἡμέρας ἔρευνας, ἀνεκάλυψεν εἰς τὸ ὄρος κρύπτην μετὰ ὅπλων καὶ πολεμοφοδίων τῆς συμμορίας.: [548, 1157, 792, 1212]
- miracles-subheading-2: ΤΑ ΕΝ ΛΟΝΔΙΝΩ ΑΠΟΤΕΛΕΣΜΑΤΑ: [1092, 792, 1276, 806]
